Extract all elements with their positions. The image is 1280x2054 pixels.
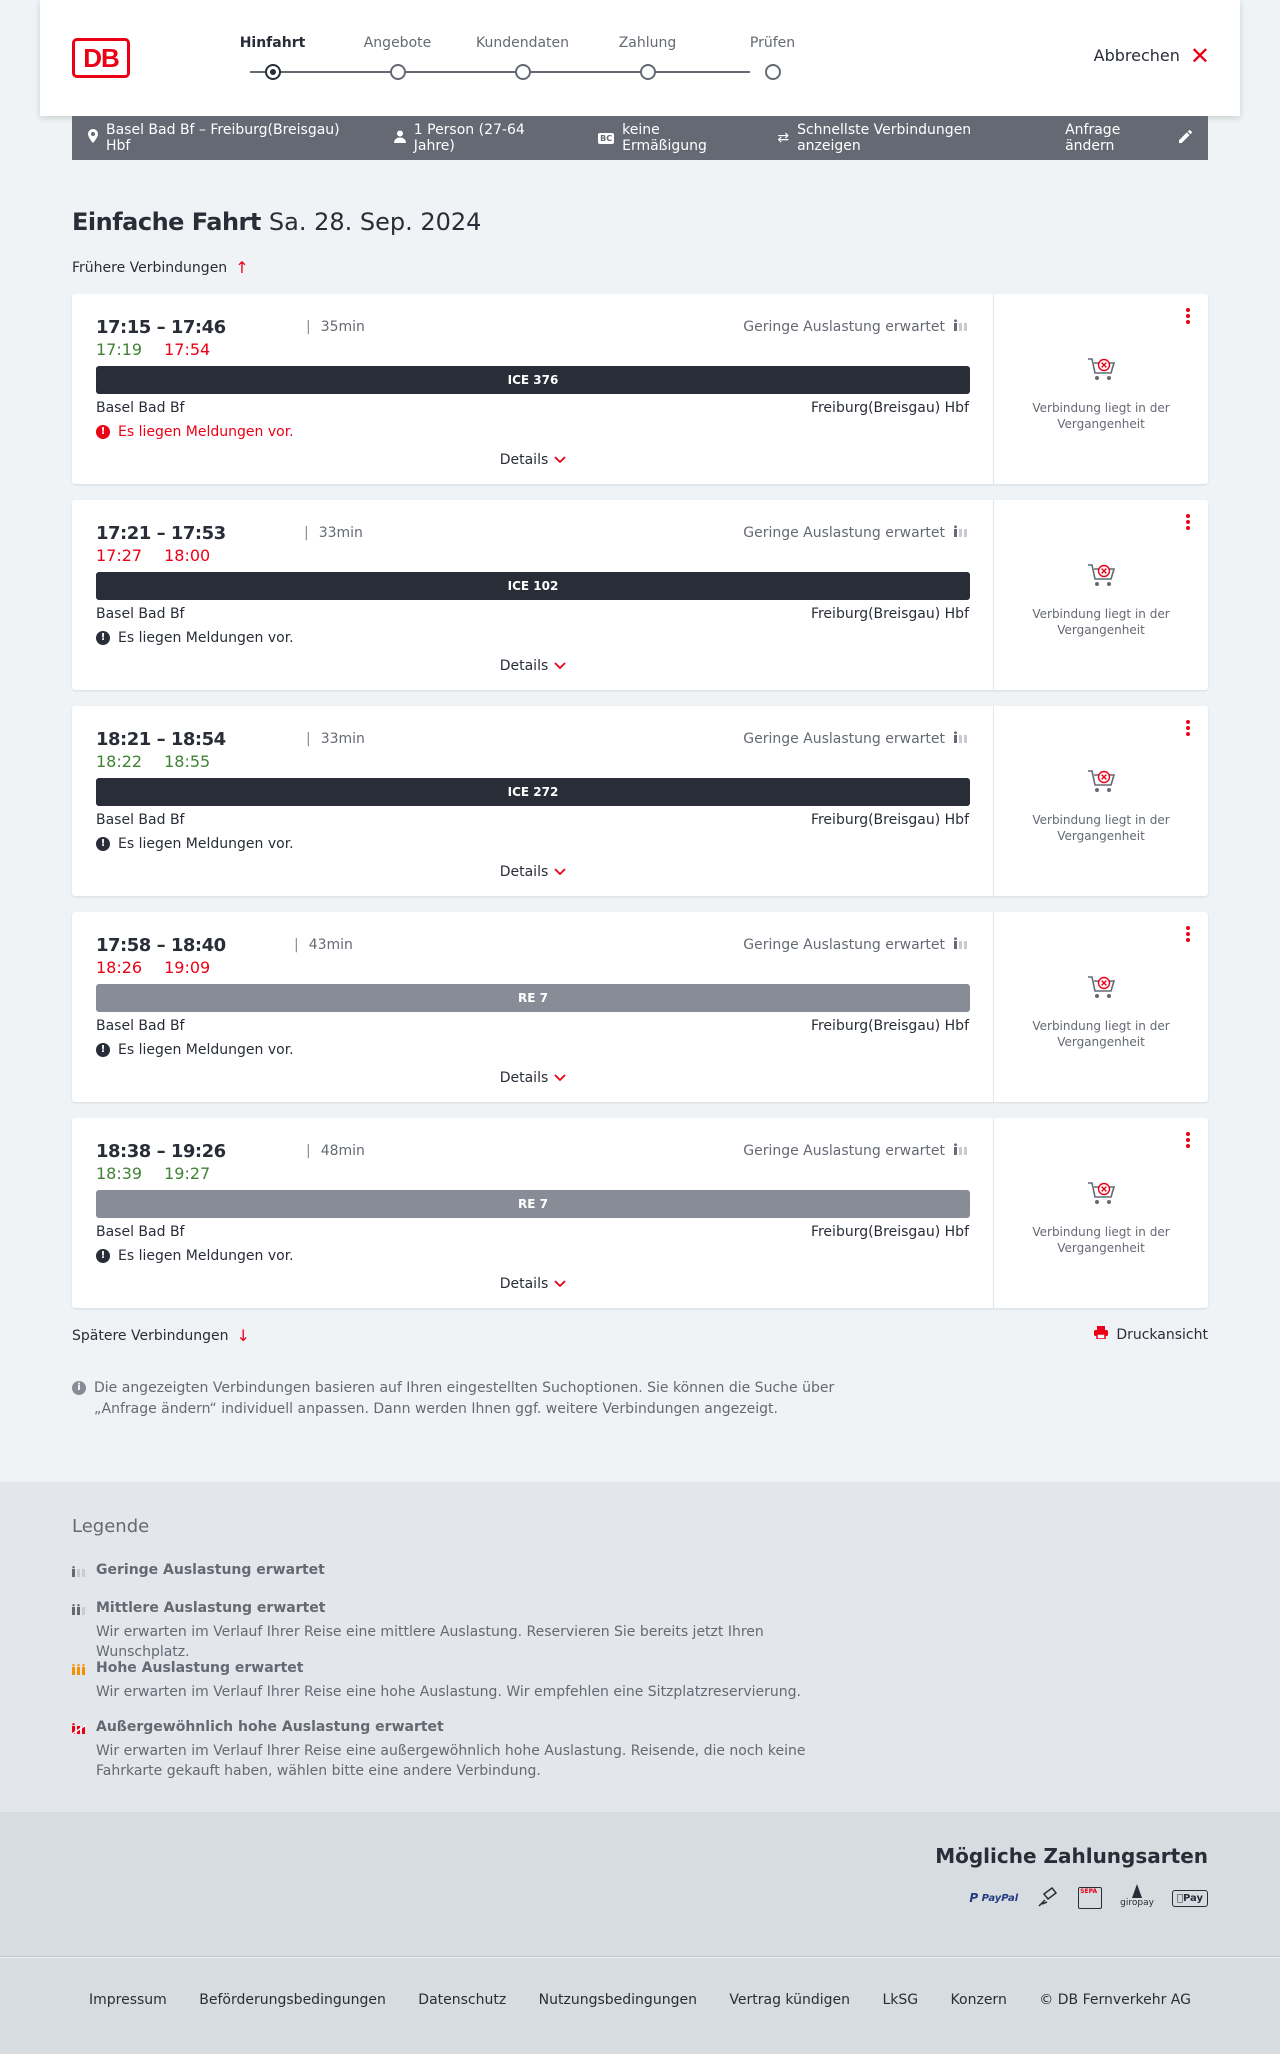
more-options-icon[interactable] bbox=[1184, 718, 1192, 738]
trip-date: Sa. 28. Sep. 2024 bbox=[268, 208, 482, 236]
notice-text: Es liegen Meldungen vor. bbox=[118, 1248, 294, 1264]
summary-route bbox=[88, 122, 362, 154]
arrow-down-icon: ↓ bbox=[236, 1326, 250, 1345]
warning-icon: ! bbox=[96, 1249, 110, 1263]
duration: | 33min bbox=[304, 525, 363, 541]
step-hinfahrt bbox=[210, 0, 335, 116]
connection-side-panel bbox=[994, 706, 1208, 896]
arrow-up-icon: ↑ bbox=[235, 258, 249, 277]
past-connection-text: Verbindung liegt in der Vergangenheit bbox=[1032, 401, 1170, 431]
info-text: Die angezeigten Verbindungen basieren auf Ihren eingestellten Suchoptionen. Sie können die Suche über „Anfrage ändern“ individuell anpassen. Dann werden Ihnen ggf. weitere Verbindungen angezeigt. bbox=[94, 1380, 835, 1417]
apple-pay-icon: Pay bbox=[1172, 1884, 1208, 1912]
notice-message bbox=[96, 630, 294, 646]
step-pruefen bbox=[710, 0, 835, 116]
occupancy-info bbox=[743, 319, 969, 335]
notice-message bbox=[96, 1248, 294, 1264]
footer-copyright: © DB Fernverkehr AG bbox=[1039, 1992, 1191, 2008]
chevron-down-icon bbox=[554, 1070, 566, 1086]
legend-item-title: Hohe Auslastung erwartet bbox=[96, 1660, 304, 1676]
giropay-icon: giropay bbox=[1120, 1884, 1154, 1912]
summary-passengers bbox=[394, 122, 566, 154]
train-bar[interactable]: ICE 376 bbox=[96, 366, 970, 394]
cart-unavailable-icon bbox=[1086, 356, 1118, 384]
occupancy-info bbox=[743, 937, 969, 953]
step-dot bbox=[640, 64, 656, 80]
booking-stepper bbox=[210, 0, 796, 116]
step-angebote bbox=[335, 0, 460, 116]
cancel-label: Abbrechen bbox=[1093, 46, 1180, 65]
print-view-label: Druckansicht bbox=[1116, 1326, 1208, 1343]
occupancy-label: Geringe Auslastung erwartet bbox=[743, 731, 945, 747]
connection-main bbox=[72, 500, 994, 690]
details-toggle[interactable] bbox=[72, 1070, 994, 1086]
arrival-station: Freiburg(Breisgau) Hbf bbox=[810, 606, 969, 622]
print-view-link[interactable] bbox=[1094, 1326, 1208, 1343]
details-label: Details bbox=[499, 452, 549, 468]
realtime-departure: 17:19 bbox=[96, 340, 143, 359]
step-label: Zahlung bbox=[618, 35, 677, 51]
notice-text: Es liegen Meldungen vor. bbox=[118, 836, 294, 852]
cart-unavailable-icon bbox=[1086, 768, 1118, 796]
arrival-station: Freiburg(Breisgau) Hbf bbox=[810, 1224, 969, 1240]
details-toggle[interactable] bbox=[72, 1276, 994, 1292]
legend-item-title: Mittlere Auslastung erwartet bbox=[96, 1600, 326, 1616]
realtime-arrival: 19:27 bbox=[164, 1164, 211, 1183]
edit-request-button[interactable] bbox=[1065, 122, 1192, 154]
realtime-departure: 18:22 bbox=[96, 752, 143, 771]
planned-times: 17:21 – 17:53 bbox=[96, 523, 226, 544]
notice-message bbox=[96, 424, 294, 440]
summary-fastest bbox=[777, 122, 1033, 154]
occupancy-low-icon bbox=[72, 1565, 86, 1581]
occupancy-low-icon bbox=[953, 1143, 969, 1159]
realtime-times bbox=[96, 752, 210, 771]
occupancy-low-icon bbox=[953, 731, 969, 747]
connection-side-panel bbox=[994, 912, 1208, 1102]
notice-message bbox=[96, 836, 294, 852]
connection-side-panel bbox=[994, 294, 1208, 484]
search-summary-bar bbox=[72, 116, 1208, 160]
payment-methods-section bbox=[0, 1812, 1280, 1957]
paypal-icon: P PayPal bbox=[969, 1891, 1019, 1905]
step-dot bbox=[515, 64, 531, 80]
details-label: Details bbox=[499, 1070, 549, 1086]
chevron-down-icon bbox=[554, 452, 566, 468]
connection-main bbox=[72, 1118, 994, 1308]
summary-fastest-text: Schnellste Verbindungen anzeigen bbox=[797, 122, 972, 154]
realtime-times bbox=[96, 1164, 210, 1183]
more-options-icon[interactable] bbox=[1184, 512, 1192, 532]
cart-unavailable-icon bbox=[1086, 974, 1118, 1002]
step-label: Angebote bbox=[363, 35, 432, 51]
departure-station: Basel Bad Bf bbox=[96, 812, 185, 828]
payment-methods-title: Mögliche Zahlungsarten bbox=[935, 1844, 1208, 1868]
footer-link-konzern[interactable]: Konzern bbox=[950, 1992, 1007, 2008]
occupancy-label: Geringe Auslastung erwartet bbox=[743, 937, 945, 953]
past-connection-text: Verbindung liegt in der Vergangenheit bbox=[1032, 813, 1170, 843]
occupancy-low-icon bbox=[953, 319, 969, 335]
chevron-down-icon bbox=[554, 1276, 566, 1292]
footer-link-impressum[interactable]: Impressum bbox=[89, 1992, 167, 2008]
step-dot bbox=[765, 64, 781, 80]
summary-route-text: Basel Bad Bf – Freiburg(Breisgau) Hbf bbox=[106, 122, 340, 154]
cart-unavailable-icon bbox=[1086, 1180, 1118, 1208]
departure-station: Basel Bad Bf bbox=[96, 1018, 185, 1034]
notice-text: Es liegen Meldungen vor. bbox=[118, 424, 294, 440]
connection-main bbox=[72, 912, 994, 1102]
step-kundendaten bbox=[460, 0, 585, 116]
departure-station: Basel Bad Bf bbox=[96, 1224, 185, 1240]
page-title bbox=[72, 208, 481, 236]
footer-link-datenschutz[interactable]: Datenschutz bbox=[418, 1992, 507, 2008]
step-dot-active bbox=[265, 64, 281, 80]
footer-link-nutzungsbedingungen[interactable]: Nutzungsbedingungen bbox=[538, 1992, 697, 2008]
connection-card bbox=[72, 912, 1208, 1102]
past-connection-text: Verbindung liegt in der Vergangenheit bbox=[1032, 1019, 1170, 1049]
departure-station: Basel Bad Bf bbox=[96, 400, 185, 416]
occupancy-label: Geringe Auslastung erwartet bbox=[743, 1143, 945, 1159]
connection-card bbox=[72, 706, 1208, 896]
chevron-down-icon bbox=[554, 658, 566, 674]
occupancy-label: Geringe Auslastung erwartet bbox=[743, 319, 945, 335]
more-options-icon[interactable] bbox=[1184, 1130, 1192, 1150]
realtime-arrival: 18:55 bbox=[164, 752, 211, 771]
warning-icon: ! bbox=[96, 837, 110, 851]
details-toggle[interactable] bbox=[72, 864, 994, 880]
legend-item-medium bbox=[72, 1600, 852, 1662]
duration: | 35min bbox=[306, 319, 365, 335]
step-label: Prüfen bbox=[749, 35, 796, 51]
more-options-icon[interactable] bbox=[1184, 924, 1192, 944]
occupancy-medium-icon bbox=[72, 1603, 86, 1619]
credit-card-hand-icon bbox=[1036, 1884, 1060, 1912]
more-options-icon[interactable] bbox=[1184, 306, 1192, 326]
warning-icon: ! bbox=[96, 425, 110, 439]
summary-discount-text: keine Ermäßigung bbox=[622, 122, 707, 154]
realtime-departure: 17:27 bbox=[96, 546, 143, 565]
realtime-times bbox=[96, 958, 210, 977]
details-toggle[interactable] bbox=[72, 452, 994, 468]
realtime-times bbox=[96, 340, 210, 359]
train-bar[interactable]: RE 7 bbox=[96, 984, 970, 1012]
connection-main bbox=[72, 706, 994, 896]
occupancy-low-icon bbox=[953, 525, 969, 541]
info-notice bbox=[72, 1378, 852, 1420]
past-connection-text: Verbindung liegt in der Vergangenheit bbox=[1032, 607, 1170, 637]
earlier-connections-label: Frühere Verbindungen bbox=[72, 259, 228, 276]
footer bbox=[0, 1958, 1280, 2054]
occupancy-label: Geringe Auslastung erwartet bbox=[743, 525, 945, 541]
summary-discount bbox=[598, 122, 745, 154]
footer-link-lksg[interactable]: LkSG bbox=[882, 1992, 919, 2008]
legend-item-title: Geringe Auslastung erwartet bbox=[96, 1562, 325, 1578]
occupancy-info bbox=[743, 1143, 969, 1159]
occupancy-info bbox=[743, 731, 969, 747]
edit-request-label: Anfrage ändern bbox=[1065, 122, 1121, 154]
step-label: Kundendaten bbox=[475, 35, 570, 51]
notice-message bbox=[96, 1042, 294, 1058]
legend-item-title: Außergewöhnlich hohe Auslastung erwartet bbox=[96, 1719, 444, 1735]
connection-card bbox=[72, 1118, 1208, 1308]
train-bar[interactable]: ICE 102 bbox=[96, 572, 970, 600]
warning-icon: ! bbox=[96, 1043, 110, 1057]
connection-side-panel bbox=[994, 1118, 1208, 1308]
past-connection-text: Verbindung liegt in der Vergangenheit bbox=[1032, 1225, 1170, 1255]
occupancy-info bbox=[743, 525, 969, 541]
footer-link-befoerderungsbedingungen[interactable]: Beförderungsbedingungen bbox=[199, 1992, 386, 2008]
occupancy-low-icon bbox=[953, 937, 969, 953]
connection-main bbox=[72, 294, 994, 484]
occupancy-high-icon bbox=[72, 1663, 86, 1679]
realtime-arrival: 18:00 bbox=[164, 546, 211, 565]
later-connections-label: Spätere Verbindungen bbox=[72, 1327, 229, 1344]
arrival-station: Freiburg(Breisgau) Hbf bbox=[810, 1018, 969, 1034]
notice-text: Es liegen Meldungen vor. bbox=[118, 630, 294, 646]
arrival-station: Freiburg(Breisgau) Hbf bbox=[810, 812, 969, 828]
header bbox=[40, 0, 1240, 116]
arrival-station: Freiburg(Breisgau) Hbf bbox=[810, 400, 969, 416]
duration: | 48min bbox=[306, 1143, 365, 1159]
details-label: Details bbox=[499, 658, 549, 674]
step-dot bbox=[390, 64, 406, 80]
details-label: Details bbox=[499, 864, 549, 880]
legend-item-high bbox=[72, 1660, 852, 1702]
realtime-arrival: 17:54 bbox=[164, 340, 211, 359]
departure-station: Basel Bad Bf bbox=[96, 606, 185, 622]
earlier-connections-link[interactable] bbox=[72, 258, 249, 277]
cart-unavailable-icon bbox=[1086, 562, 1118, 590]
chevron-down-icon bbox=[554, 864, 566, 880]
occupancy-very-high-icon bbox=[72, 1722, 86, 1738]
legend-item-very-high bbox=[72, 1719, 852, 1781]
swap-arrows-icon: ⇄ bbox=[777, 130, 790, 146]
legend-item-low bbox=[72, 1562, 852, 1578]
legend-title: Legende bbox=[72, 1516, 150, 1537]
printer-icon bbox=[1094, 1326, 1108, 1343]
details-toggle[interactable] bbox=[72, 658, 994, 674]
legend-section bbox=[0, 1482, 1280, 1812]
summary-passengers-text: 1 Person (27-64 Jahre) bbox=[413, 122, 525, 154]
duration: | 33min bbox=[306, 731, 365, 747]
trip-type: Einfache Fahrt bbox=[72, 208, 261, 236]
payment-icons bbox=[969, 1884, 1208, 1912]
warning-icon: ! bbox=[96, 631, 110, 645]
footer-links bbox=[0, 1992, 1280, 2008]
train-bar[interactable]: RE 7 bbox=[96, 1190, 970, 1218]
bahncard-icon: BC bbox=[600, 133, 613, 143]
db-logo[interactable]: DB bbox=[72, 38, 130, 78]
pencil-icon bbox=[1179, 130, 1192, 147]
footer-link-vertrag-kuendigen[interactable]: Vertrag kündigen bbox=[729, 1992, 850, 2008]
realtime-departure: 18:26 bbox=[96, 958, 143, 977]
notice-text: Es liegen Meldungen vor. bbox=[118, 1042, 294, 1058]
later-connections-link[interactable] bbox=[72, 1326, 250, 1345]
step-zahlung bbox=[585, 0, 710, 116]
planned-times: 17:15 – 17:46 bbox=[96, 317, 226, 338]
realtime-departure: 18:39 bbox=[96, 1164, 143, 1183]
connection-side-panel bbox=[994, 500, 1208, 690]
step-label: Hinfahrt bbox=[239, 35, 306, 51]
planned-times: 18:38 – 19:26 bbox=[96, 1141, 226, 1162]
planned-times: 18:21 – 18:54 bbox=[96, 729, 226, 750]
info-icon: i bbox=[72, 1381, 86, 1395]
realtime-times bbox=[96, 546, 210, 565]
location-pin-icon bbox=[88, 129, 98, 147]
legend-item-desc: Wir erwarten im Verlauf Ihrer Reise eine hohe Auslastung. Wir empfehlen eine Sitzplatzreservierung. bbox=[96, 1684, 801, 1700]
cancel-button[interactable] bbox=[1093, 41, 1210, 70]
legend-item-desc: Wir erwarten im Verlauf Ihrer Reise eine mittlere Auslastung. Reservieren Sie bereits jetzt Ihren Wunschplatz. bbox=[96, 1624, 764, 1660]
person-icon bbox=[394, 130, 406, 147]
duration: | 43min bbox=[294, 937, 353, 953]
realtime-arrival: 19:09 bbox=[164, 958, 211, 977]
legend-item-desc: Wir erwarten im Verlauf Ihrer Reise eine außergewöhnlich hohe Auslastung. Reisende, die noch keine Fahrkarte gekauft haben, wählen bitte eine andere Verbindung. bbox=[96, 1743, 806, 1779]
details-label: Details bbox=[499, 1276, 549, 1292]
connection-card bbox=[72, 500, 1208, 690]
sepa-icon: SEPA bbox=[1078, 1884, 1102, 1912]
connection-card bbox=[72, 294, 1208, 484]
close-icon: ✕ bbox=[1189, 41, 1210, 70]
planned-times: 17:58 – 18:40 bbox=[96, 935, 226, 956]
train-bar[interactable]: ICE 272 bbox=[96, 778, 970, 806]
